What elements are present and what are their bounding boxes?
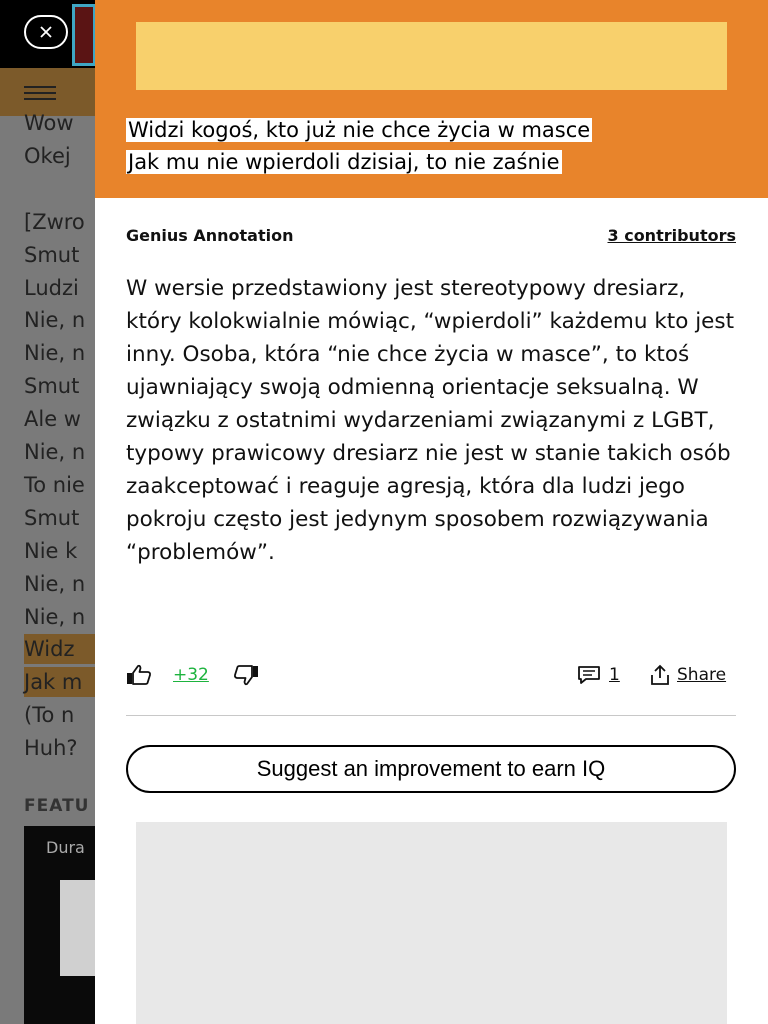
quote-line: Jak mu nie wpierdoli dzisiaj, to nie zaśnie [128, 150, 560, 174]
ad-banner-top [136, 22, 727, 90]
comment-count: 1 [609, 665, 620, 685]
vote-count[interactable] [173, 660, 209, 690]
background-lyric-line: Huh? [24, 736, 78, 761]
background-video [24, 826, 104, 1024]
divider [126, 715, 736, 716]
background-lyric-line: Nie, n [24, 341, 86, 366]
background-lyric-line: Smut [24, 242, 80, 267]
background-lyric-line: Nie, n [24, 308, 86, 333]
background-lyric-line: Wow [24, 111, 74, 135]
background-video-label: Dura [46, 838, 85, 857]
ad-banner-bottom [136, 822, 727, 1024]
background-featured-label: FEATU [24, 796, 90, 816]
background-lyric-line: Smut [24, 505, 80, 530]
background-lyric-line: Jak m [24, 667, 122, 697]
annotated-lyric-quote [126, 114, 746, 178]
background-lyric-line: Nie, n [24, 440, 86, 464]
annotation-source-label: Genius Annotation [126, 226, 294, 245]
close-icon [39, 25, 53, 39]
share-label: Share [677, 665, 727, 685]
contributors-link[interactable]: 3 contributors [607, 226, 736, 245]
downvote-button[interactable] [233, 660, 259, 690]
background-lyric-line: Okej [24, 143, 71, 168]
comment-icon [577, 665, 601, 685]
background-lyric-line: Nie k [24, 538, 78, 563]
upvote-button[interactable] [126, 660, 152, 690]
share-icon [649, 664, 671, 686]
background-lyric-line: Smut [24, 374, 80, 399]
background-lyric-line: Nie, n [24, 604, 86, 629]
background-thumbnail [72, 4, 96, 66]
suggest-improvement-button[interactable]: Suggest an improvement to earn IQ [126, 745, 736, 793]
annotation-header [95, 0, 768, 198]
thumbs-down-icon [233, 664, 259, 686]
background-lyric-line: Ale w [24, 407, 81, 432]
comments-button[interactable] [577, 660, 620, 690]
annotation-panel [95, 0, 768, 1024]
vote-count-text: +32 [173, 665, 209, 685]
close-button[interactable] [24, 15, 68, 49]
annotation-meta [126, 226, 736, 250]
hamburger-icon[interactable] [24, 86, 56, 100]
background-lyric-line: [Zwro [24, 209, 85, 234]
thumbs-up-icon [126, 664, 152, 686]
annotation-body: W wersie przedstawiony jest stereotypowy dresiarz, który kolokwialnie mówiąc, “wpierdoli” każdemu kto jest inny. Osoba, która “nie chce życia w masce”, to ktoś ujawniający swoją odmienną orientacje seksualną. W związku z ostatnimi wydarzeniami związanymi z LGBT, typowy prawicowy dresiarz nie jest w stanie takich osób zaakceptować i reaguje agresją, która dla ludzi jego pokroju często jest jedynym sposobem rozwiązywania “problemów”. [126, 276, 735, 565]
background-lyric-line: Nie, n [24, 571, 86, 596]
background-lyric-line: (To n [24, 703, 75, 728]
share-button[interactable] [649, 660, 726, 690]
background-lyric-line: To nie [24, 472, 85, 497]
background-lyric-line: Widz [24, 634, 115, 664]
background-lyric-line: Ludzi [24, 275, 79, 300]
annotation-actions [126, 660, 736, 692]
quote-line: Widzi kogoś, kto już nie chce życia w masce [128, 118, 591, 142]
